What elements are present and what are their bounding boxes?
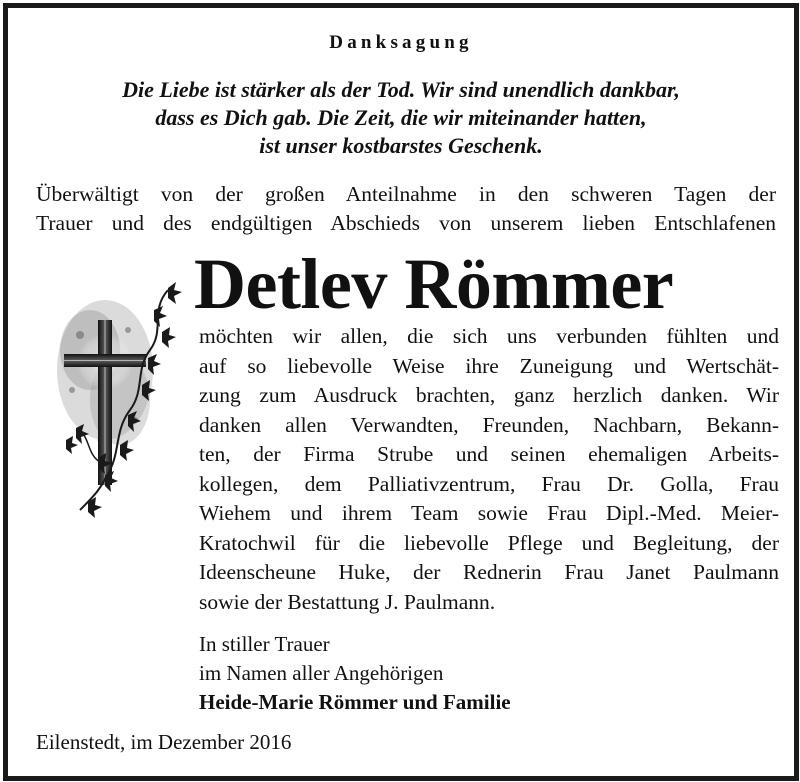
deceased-name: Detlev Römmer — [194, 244, 674, 324]
body-line: möchten wir allen, die sich uns verbunden fühlten und — [199, 324, 779, 348]
body-line: zung zum Ausdruck brachten, ganz herzlich danken. Wir — [199, 383, 779, 407]
body-line: kollegen, dem Palliativzentrum, Frau Dr. Golla, Frau — [199, 471, 779, 496]
signature-line-1: In stiller Trauer — [199, 632, 330, 656]
memorial-quote — [8, 76, 794, 160]
body-line: sowie der Bestattung J. Paulmann. — [199, 589, 496, 614]
intro-line-1: Überwältigt von der großen Anteilnahme in den schweren Tagen der — [36, 182, 776, 206]
quote-line-1: Die Liebe ist stärker als der Tod. Wir sind unendlich dankbar, — [122, 77, 680, 102]
body-line: ten, der Firma Strube und seinen ehemaligen Arbeits- — [199, 442, 779, 466]
signature-block — [199, 630, 511, 717]
signature-line-2: im Namen aller Angehörigen — [199, 661, 444, 685]
notice-frame — [3, 3, 799, 781]
quote-line-3: ist unser kostbarstes Geschenk. — [259, 133, 543, 158]
intro-paragraph — [36, 180, 776, 238]
notice-heading: Danksagung — [329, 32, 473, 53]
body-line: danken allen Verwandten, Freunden, Nachbarn, Bekann- — [199, 412, 779, 437]
thanks-paragraph — [199, 322, 779, 617]
intro-line-2: Trauer und des endgültigen Abschieds von unserem lieben Entschlafenen — [36, 211, 776, 235]
body-line: Wiehem und ihrem Team sowie Frau Dipl.-Med. Meier- — [199, 501, 779, 525]
place-date: Eilenstedt, im Dezember 2016 — [36, 730, 292, 754]
quote-line-2: dass es Dich gab. Die Zeit, die wir miteinander hatten, — [155, 105, 647, 130]
body-line: auf so liebevolle Weise ihre Zuneigung und Wertschät- — [199, 353, 779, 378]
body-line: Ideenscheune Huke, der Rednerin Frau Janet Paulmann — [199, 560, 779, 584]
body-line: Kratochwil für die liebevolle Pflege und Begleitung, der — [199, 530, 779, 555]
signature-names: Heide-Marie Römmer und Familie — [199, 690, 511, 714]
cross-with-ivy-icon — [50, 280, 185, 520]
